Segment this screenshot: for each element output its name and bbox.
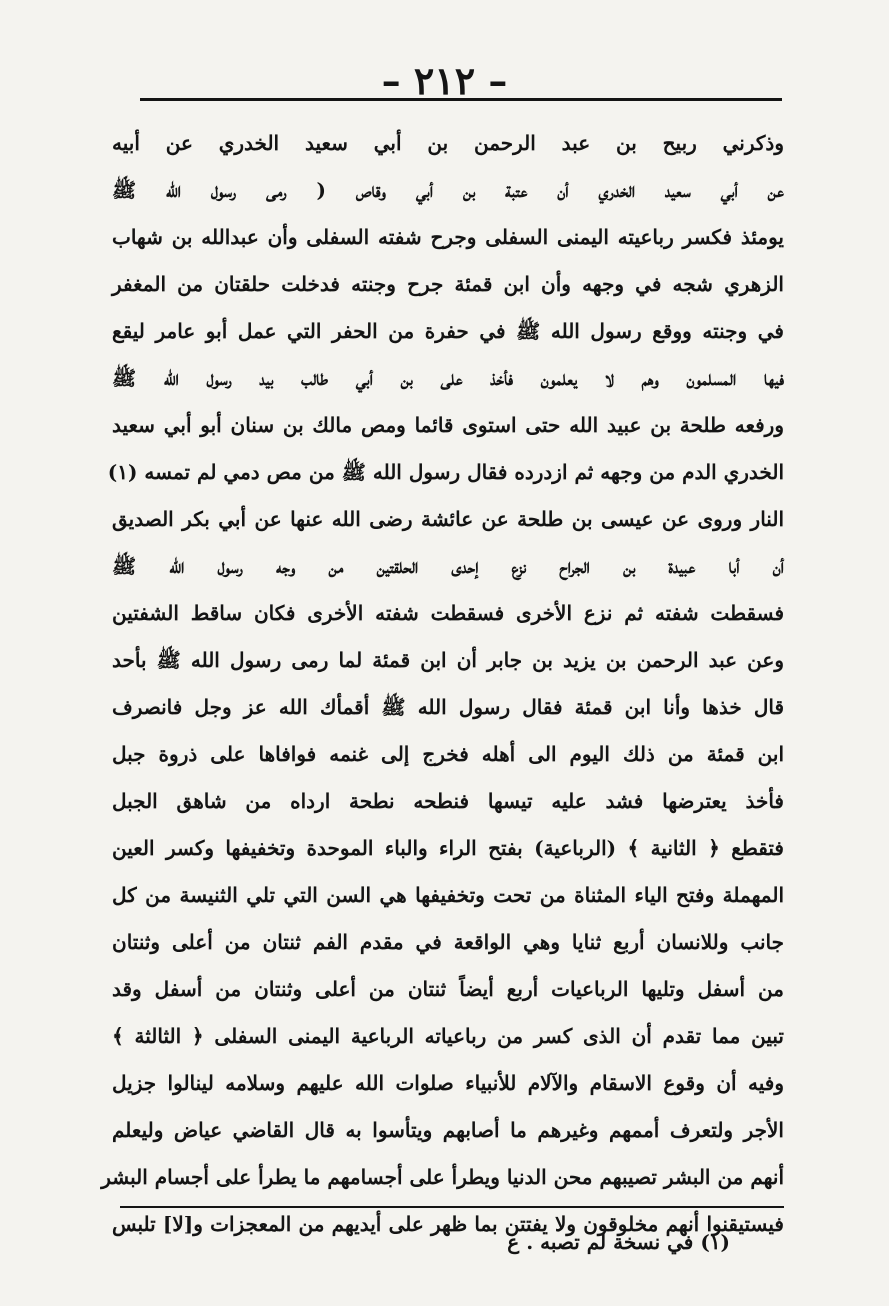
text-line: أن أبا عبيدة بن الجراح نزع إحدى الحلقتين من وجه رسول الله ﷺ bbox=[112, 554, 784, 578]
text-line: وعن عبد الرحمن بن يزيد بن جابر أن ابن قمئة لما رمى رسول الله ﷺ بأحد bbox=[112, 648, 784, 672]
text-line: أنهم من البشر تصيبهم محن الدنيا ويطرأ على أجسامهم ما يطرأ على أجسام البشر bbox=[101, 1165, 784, 1189]
text-line: الأجر ولتعرف أممهم وغيرهم ما أصابهم ويتأسوا به قال القاضي عياض وليعلم bbox=[112, 1118, 784, 1142]
text-line: فتقطع ﴿ الثانية ﴾ (الرباعية) بفتح الراء والباء الموحدة وتخفيفها وكسر العين bbox=[112, 836, 784, 860]
page-number: – ٢١٢ – bbox=[381, 58, 508, 103]
text-line: فسقطت شفته ثم نزع الأخرى فسقطت شفته الأخرى فكان ساقط الشفتين bbox=[112, 601, 784, 625]
text-line: المهملة وفتح الياء المثناة من تحت وتخفيفها هي السن التي تلي الثنيسة من كل bbox=[112, 883, 784, 907]
text-line: تبين مما تقدم أن الذى كسر من رباعياته الرباعية اليمنى السفلى ﴿ الثالثة ﴾ bbox=[112, 1024, 784, 1048]
text-line: في وجنته ووقع رسول الله ﷺ في حفرة من الحفر التي عمل أبو عامر ليقع bbox=[112, 319, 784, 343]
text-line: فأخذ يعترضها فشد عليه تيسها فنطحه نطحة ارداه من شاهق الجبل bbox=[112, 789, 784, 813]
text-line: يومئذ فكسر رباعيته اليمنى السفلى وجرح شفته السفلى وأن عبدالله بن شهاب bbox=[112, 225, 784, 249]
text-line: الخدري الدم من وجهه ثم ازدرده فقال رسول الله ﷺ من مص دمي لم تمسه (١) bbox=[107, 460, 784, 484]
text-line: ورفعه طلحة بن عبيد الله حتى استوى قائما ومص مالك بن سنان أبو أبي سعيد bbox=[112, 413, 784, 437]
header-rule bbox=[140, 98, 782, 101]
text-line: من أسفل وتليها الرباعيات أربع أيضاً ثنتان من أعلى وثنتان من أسفل وقد bbox=[112, 977, 784, 1001]
body-text bbox=[101, 120, 785, 1248]
text-line: النار وروى عن عيسى بن طلحة عن عائشة رضى الله عنها عن أبي بكر الصديق bbox=[112, 507, 784, 531]
footnote-rule bbox=[120, 1206, 784, 1208]
text-line: فيها المسلمون وهم لا يعلمون فأخذ على بن أبي طالب بيد رسول الله ﷺ bbox=[112, 366, 784, 390]
footnote: (١) في نسخة لم تصبه . ع bbox=[507, 1230, 730, 1254]
text-line: عن أبي سعيد الخدري أن عتبة بن أبي وقاص ( رمى رسول الله ﷺ bbox=[112, 178, 784, 202]
text-line: قال خذها وأنا ابن قمئة فقال رسول الله ﷺ أقمأك الله عز وجل فانصرف bbox=[112, 695, 784, 719]
text-line: الزهري شجه في وجهه وأن ابن قمئة جرح وجنته فدخلت حلقتان من المغفر bbox=[112, 272, 784, 296]
text-line: وذكرني ربيح بن عبد الرحمن بن أبي سعيد الخدري عن أبيه bbox=[112, 131, 784, 155]
text-line: جانب وللانسان أربع ثنايا وهي الواقعة في مقدم الفم ثنتان من أعلى وثنتان bbox=[112, 930, 784, 954]
text-line: ابن قمئة من ذلك اليوم الى أهله فخرج إلى غنمه فوافاها على ذروة جبل bbox=[112, 742, 785, 766]
text-line: فيستيقنوا أنهم مخلوقون ولا يفتتن بما ظهر على أيديهم من المعجزات و[لا] تلبس bbox=[112, 1212, 784, 1236]
text-line: وفيه أن وقوع الاسقام والآلام للأنبياء صلوات الله عليهم وسلامه لينالوا جزيل bbox=[112, 1071, 784, 1095]
